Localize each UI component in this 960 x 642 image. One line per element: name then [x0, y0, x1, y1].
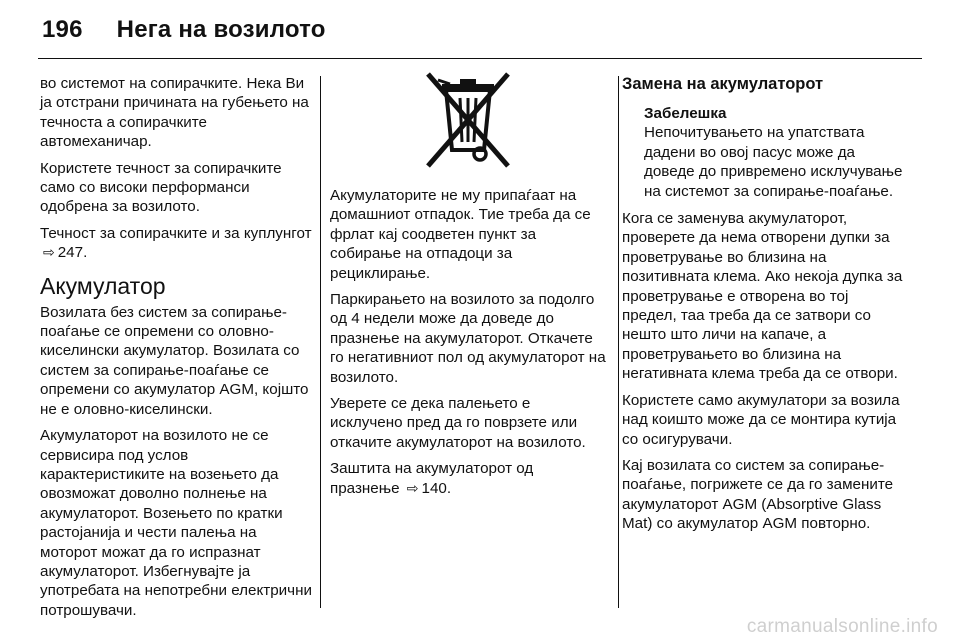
column-divider-right — [618, 76, 619, 608]
paragraph-battery-disposal: Акумулаторите не му припаѓаат на домашниот отпадок. Тие треба да се фрлат кај соодветен пункт за собирање на отпадоци за рециклирање. — [330, 187, 591, 282]
reference-link-140[interactable]: 140. — [421, 479, 452, 497]
note-title: Забелешка — [644, 105, 727, 122]
paragraph-brake-fluid-loss: во системот на сопирачките. Нека Ви ја отстрани причината на губењето на течноста а сопирачките автомеханичар. — [40, 75, 309, 151]
section-heading-battery: Акумулатор — [40, 272, 166, 299]
page-header — [42, 10, 326, 50]
note-text: Непочитувањето на упатствата дадени во овој пасус може да доведе до привремено исклучување на системот за сопирање-поаѓање. — [644, 124, 903, 200]
column-left — [40, 74, 312, 627]
reference-text: Течност за сопирачките и за куплунгот — [40, 224, 312, 242]
paragraph-battery-parking: Паркирањето на возилото за подолго од 4 недели може да доведе до празнење на акумулаторот. Откачете го негативниот пол од акумулаторот на возилото. — [330, 291, 606, 386]
recycling-figure — [330, 70, 606, 174]
paragraph-vent-holes: Кога се заменува акумулаторот, проверете да нема отворени дупки за проветрување во близина на позитивната клема. Ако некоја дупка за проветрување е отворена во тој предел, таа треба да се затвори со нешто што личи на капаче, а проветрувањето во близина на негативната клема треба да се отвори. — [622, 210, 903, 383]
paragraph-battery-service: Акумулаторот на возилото не се сервисира под услов карактеристиките на возењето да овозможат доволно полнење на акумулаторот. Возењето по кратки растојанија и чести палења на моторот можат да го испразнат акумулаторот. Избегнувајте ја употребата на непотребни електрични потрошувачи. — [40, 427, 312, 619]
reference-text: Заштита на акумулаторот од празнење — [330, 460, 534, 497]
column-right — [622, 74, 906, 541]
paragraph-brake-fluid-ref — [40, 224, 312, 263]
paragraph-battery-types: Возилата без систем за сопирање-поаѓање се опремени со оловно-киселински акумулатор. Возилата со систем за сопирање-поаѓање се опремени со акумулатор AGM, којшто не е оловно-киселински. — [40, 303, 309, 418]
column-middle — [330, 74, 606, 505]
paragraph-ignition-off: Уверете се дека палењето е исклучено пред да го поврзете или откачите акумулаторот на возилото. — [330, 395, 586, 451]
header-rule — [38, 58, 922, 59]
crossed-out-wheelie-bin-icon — [420, 70, 516, 174]
chapter-title: Нега на возилото — [116, 16, 326, 43]
page-reference-arrow-icon: ⇨ — [406, 479, 419, 496]
reference-link-247[interactable]: 247. — [57, 244, 88, 262]
note-block — [622, 104, 906, 201]
page-reference-arrow-icon: ⇨ — [43, 244, 55, 261]
section-heading-battery-replacement: Замена на акумулаторот — [622, 75, 824, 93]
paragraph-fuse-box: Користете само акумулатори за возила над коишто може да се монтира кутија со осигурувачи. — [622, 391, 900, 448]
paragraph-discharge-protection-ref — [330, 459, 606, 498]
page-number: 196 — [42, 16, 83, 43]
paragraph-brake-fluid-use: Користете течност за сопирачките само со високи перформанси одобрена за возилото. — [40, 159, 282, 216]
column-divider-left — [320, 76, 321, 608]
watermark: carmanualsonline.info — [746, 616, 938, 637]
paragraph-agm-replacement: Кај возилата со систем за сопирање-поаѓање, погрижете се да го замените акумулаторот AGM (Absorptive Glass Mat) со акумулатор AGM повторно. — [622, 456, 894, 533]
